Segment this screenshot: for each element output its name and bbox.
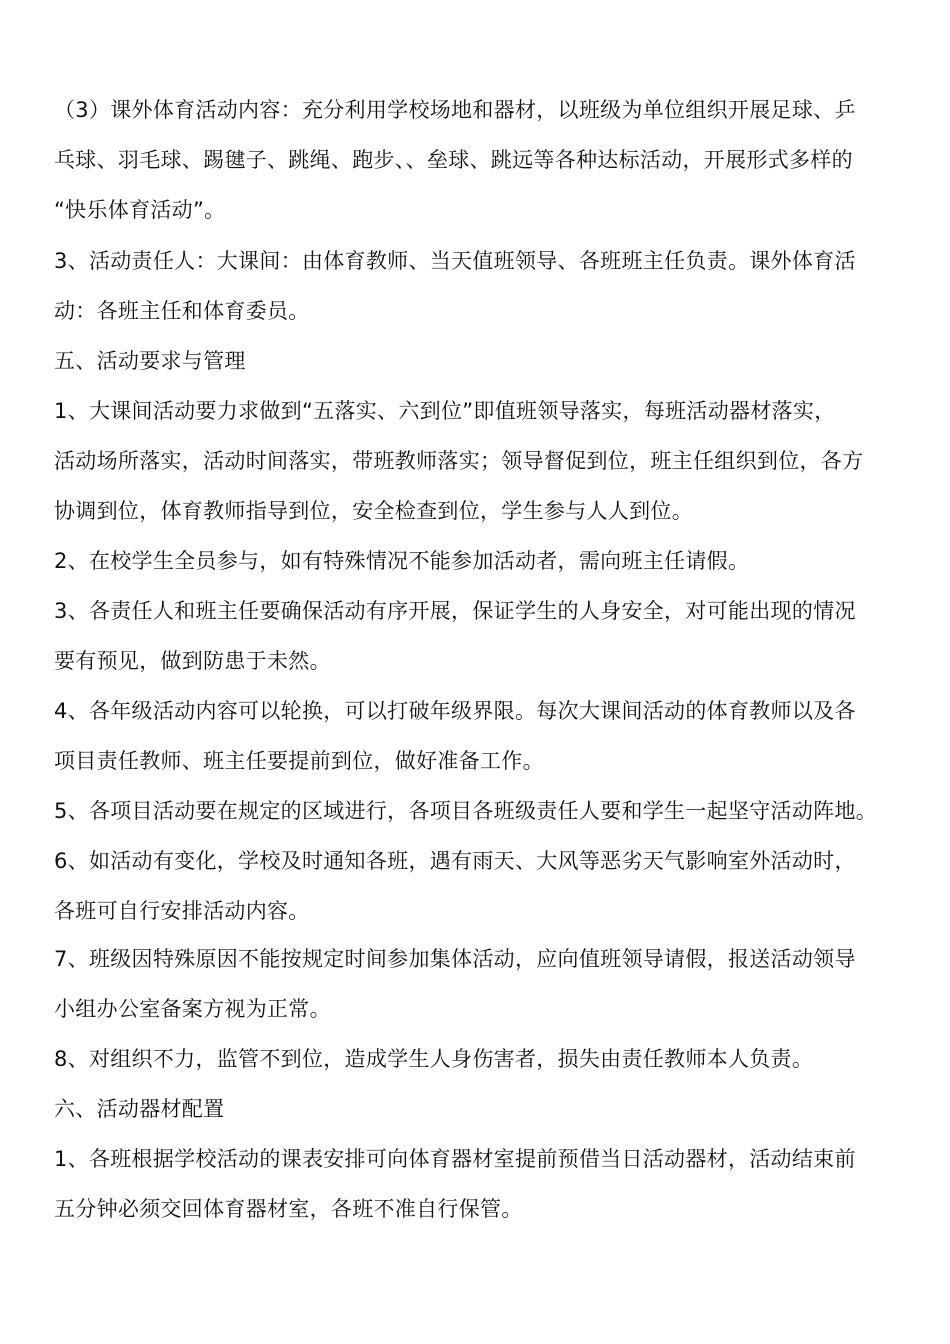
text-line: 活动场所落实，活动时间落实，带班教师落实；领导督促到位，班主任组织到位，各方 — [54, 449, 864, 473]
text-line: 3、各责任人和班主任要确保活动有序开展，保证学生的人身安全，对可能出现的情况 — [54, 599, 856, 623]
text-line: “快乐体育活动”。 — [54, 198, 226, 222]
text-line: 8、对组织不力，监管不到位，造成学生人身伤害者，损失由责任教师本人负责。 — [54, 1047, 814, 1071]
text-line: 1、大课间活动要力求做到“五落实、六到位”即值班领导落实，每班活动器材落实， — [54, 399, 836, 423]
text-line: 要有预见，做到防患于未然。 — [54, 649, 331, 673]
text-line: 3、活动责任人：大课间：由体育教师、当天值班领导、各班班主任负责。课外体育活 — [54, 249, 856, 273]
text-line: 2、在校学生全员参与，如有特殊情况不能参加活动者，需向班主任请假。 — [54, 549, 750, 573]
text-line: 动：各班主任和体育委员。 — [54, 299, 310, 323]
section-heading: 五、活动要求与管理 — [54, 349, 246, 373]
text-line: 五分钟必须交回体育器材室，各班不准自行保管。 — [54, 1197, 523, 1221]
section-heading: 六、活动器材配置 — [54, 1097, 225, 1121]
text-line: （3）课外体育活动内容：充分利用学校场地和器材，以班级为单位组织开展足球、乒 — [54, 98, 856, 122]
text-line: 项目责任教师、班主任要提前到位，做好准备工作。 — [54, 749, 544, 773]
text-line: 1、各班根据学校活动的课表安排可向体育器材室提前预借当日活动器材，活动结束前 — [54, 1147, 856, 1171]
text-line: 6、如活动有变化，学校及时通知各班，遇有雨天、大风等恶劣天气影响室外活动时， — [54, 849, 856, 873]
text-line: 各班可自行安排活动内容。 — [54, 899, 310, 923]
text-line: 小组办公室备案方视为正常。 — [54, 997, 331, 1021]
text-line: 协调到位，体育教师指导到位，安全检查到位，学生参与人人到位。 — [54, 499, 693, 523]
text-line: 7、班级因特殊原因不能按规定时间参加集体活动，应向值班领导请假，报送活动领导 — [54, 947, 856, 971]
text-line: 5、各项目活动要在规定的区域进行，各项目各班级责任人要和学生一起坚守活动阵地。 — [54, 799, 878, 823]
text-line: 4、各年级活动内容可以轮换，可以打破年级界限。每次大课间活动的体育教师以及各 — [54, 699, 856, 723]
text-line: 乓球、羽毛球、踢毽子、跳绳、跑步、、垒球、跳远等各种达标活动，开展形式多样的 — [54, 148, 853, 172]
